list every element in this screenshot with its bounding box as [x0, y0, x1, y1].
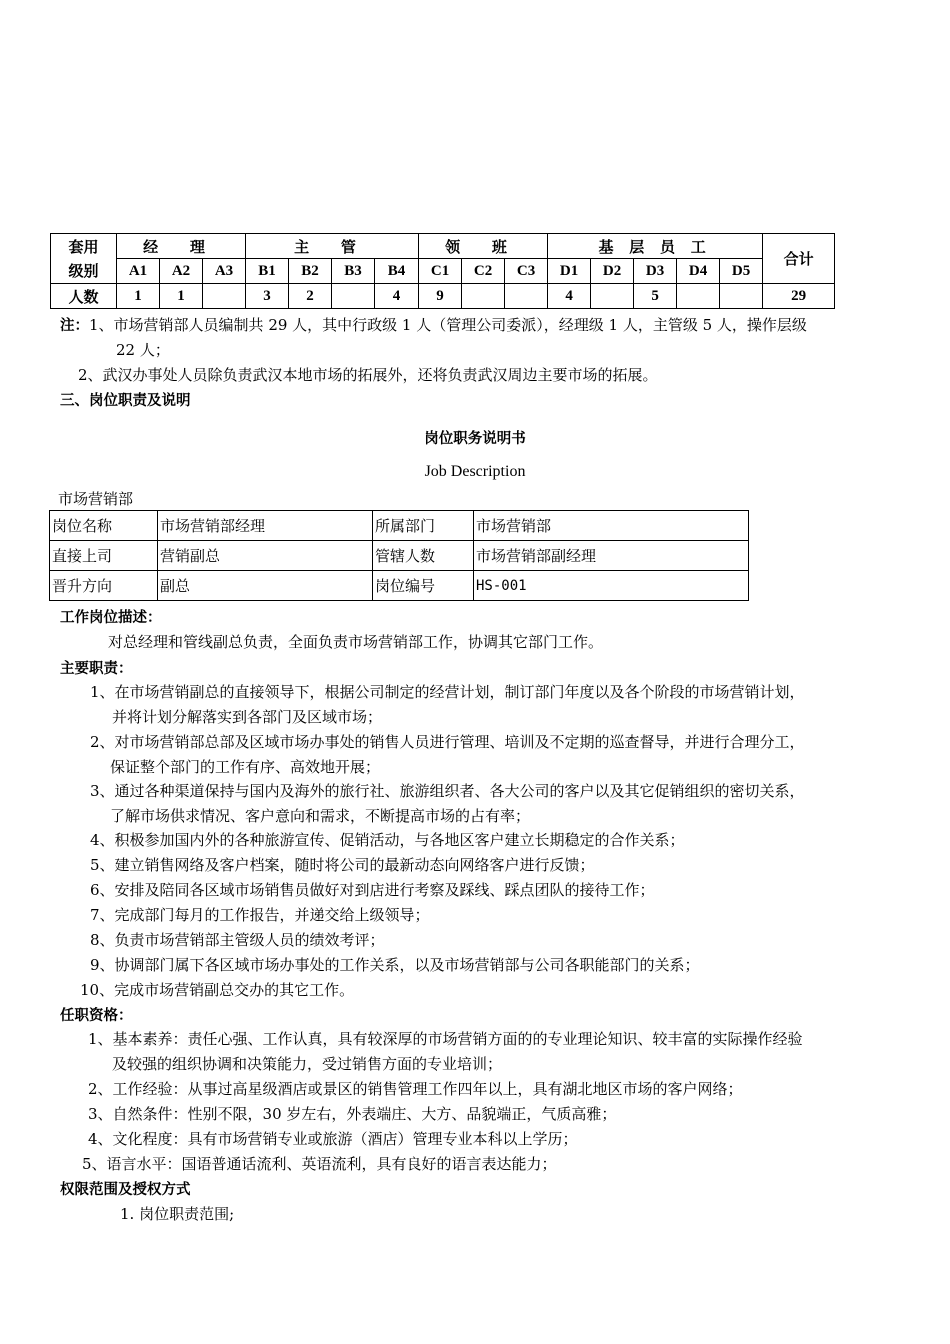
- count-cell: [203, 284, 246, 309]
- level-cell: B1: [246, 259, 289, 284]
- info-value: 市场营销部经理: [158, 511, 373, 541]
- total-cell: 29: [763, 284, 835, 309]
- info-key: 岗位编号: [373, 571, 474, 601]
- group-supervisor: 主 管: [246, 234, 419, 259]
- job-info-table: [49, 510, 749, 601]
- info-key: 所属部门: [373, 511, 474, 541]
- level-cell: C2: [462, 259, 505, 284]
- doc-title: 岗位职务说明书: [424, 431, 526, 447]
- row-label-bottom: 级别: [51, 259, 117, 284]
- duty-2: 2、对市场营销部总部及区域市场办事处的销售人员进行管理、培训及不定期的巡查督导，并进行合理分工，: [90, 733, 805, 751]
- qual-5: 5、语言水平：国语普通话流利、英语流利，具有良好的语言表达能力；: [82, 1155, 557, 1173]
- count-cell: [720, 284, 763, 309]
- count-cell: 4: [548, 284, 591, 309]
- note-1: [60, 314, 807, 335]
- level-cell: C1: [419, 259, 462, 284]
- info-value: 副总: [158, 571, 373, 601]
- qual-3: 3、自然条件：性别不限，30 岁左右，外表端庄、大方、品貌端正，气质高雅；: [88, 1105, 617, 1123]
- duty-7: 7、完成部门每月的工作报告，并递交给上级领导；: [90, 906, 430, 924]
- info-value: 营销副总: [158, 541, 373, 571]
- level-cell: C3: [505, 259, 548, 284]
- level-cell: A1: [117, 259, 160, 284]
- duties-heading: 主要职责：: [60, 661, 133, 677]
- authority-item-1: 1. 岗位职责范围;: [120, 1205, 235, 1223]
- count-cell: 9: [419, 284, 462, 309]
- count-cell: 1: [117, 284, 160, 309]
- duty-4: 4、积极参加国内外的各种旅游宣传、促销活动，与各地区客户建立长期稳定的合作关系；: [90, 831, 685, 849]
- qual-1-cont: 及较强的组织协调和决策能力，受过销售方面的专业培训；: [112, 1055, 503, 1073]
- work-desc-heading: 工作岗位描述：: [60, 610, 162, 626]
- duty-9: 9、协调部门属下各区域市场办事处的工作关系，以及市场营销部与公司各职能部门的关系；: [90, 956, 700, 974]
- group-staff: 基 层 员 工: [548, 234, 763, 259]
- qual-2: 2、工作经验：从事过高星级酒店或景区的销售管理工作四年以上，具有湖北地区市场的客户网络；: [88, 1080, 743, 1098]
- level-cell: D4: [677, 259, 720, 284]
- group-manager: 经 理: [117, 234, 246, 259]
- quals-heading: 任职资格：: [60, 1008, 133, 1024]
- duty-1: 1、在市场营销副总的直接领导下，根据公司制定的经营计划，制订部门年度以及各个阶段的市场营销计划，: [90, 683, 805, 701]
- info-value: 市场营销部: [474, 511, 749, 541]
- duty-6: 6、安排及陪同各区域市场销售员做好对到店进行考察及踩线、踩点团队的接待工作；: [90, 881, 655, 899]
- info-key: 岗位名称: [50, 511, 158, 541]
- level-cell: D5: [720, 259, 763, 284]
- count-label: 人数: [51, 284, 117, 309]
- count-cell: 2: [289, 284, 332, 309]
- total-header: 合计: [763, 234, 835, 284]
- note-label: 注：: [60, 318, 89, 334]
- doc-subtitle: Job Description: [424, 463, 526, 480]
- qual-1: 1、基本素养：责任心强、工作认真，具有较深厚的市场营销方面的的专业理论知识、较丰富的实际操作经验: [88, 1030, 803, 1048]
- duty-3: 3、通过各种渠道保持与国内及海外的旅行社、旅游组织者、各大公司的客户以及其它促销组织的密切关系，: [90, 782, 805, 800]
- level-cell: B2: [289, 259, 332, 284]
- count-cell: 4: [375, 284, 419, 309]
- level-cell: D1: [548, 259, 591, 284]
- qual-4: 4、文化程度：具有市场营销专业或旅游（酒店）管理专业本科以上学历；: [88, 1130, 578, 1148]
- row-label-top: 套用: [51, 234, 117, 259]
- duty-10: 10、完成市场营销副总交办的其它工作。: [80, 981, 355, 999]
- level-cell: D3: [634, 259, 677, 284]
- count-cell: [462, 284, 505, 309]
- note-2: 2、武汉办事处人员除负责武汉本地市场的拓展外，还将负责武汉周边主要市场的拓展。: [78, 366, 658, 384]
- grade-table: [50, 233, 835, 309]
- count-cell: [591, 284, 634, 309]
- duty-3-cont: 了解市场供求情况、客户意向和需求，不断提高市场的占有率；: [110, 807, 531, 825]
- count-cell: 5: [634, 284, 677, 309]
- work-desc-text: 对总经理和管线副总负责，全面负责市场营销部工作，协调其它部门工作。: [108, 633, 604, 651]
- info-value: HS-001: [474, 571, 749, 601]
- level-cell: A2: [160, 259, 203, 284]
- level-cell: D2: [591, 259, 634, 284]
- count-cell: [677, 284, 720, 309]
- note-1-continued: 22 人；: [116, 341, 170, 359]
- level-cell: B4: [375, 259, 419, 284]
- duty-5: 5、建立销售网络及客户档案，随时将公司的最新动态向网络客户进行反馈；: [90, 856, 595, 874]
- group-leader: 领 班: [419, 234, 548, 259]
- department-label: 市场营销部: [58, 490, 134, 508]
- note-1-text: 1、市场营销部人员编制共 29 人，其中行政级 1 人（管理公司委派），经理级 1 人，主管级 5 人，操作层级: [89, 316, 807, 334]
- count-cell: [332, 284, 375, 309]
- info-key: 晋升方向: [50, 571, 158, 601]
- authority-heading: 权限范围及授权方式: [60, 1182, 191, 1198]
- info-key: 管辖人数: [373, 541, 474, 571]
- count-cell: 1: [160, 284, 203, 309]
- section-title: 三、岗位职责及说明: [60, 393, 191, 409]
- count-cell: 3: [246, 284, 289, 309]
- info-value: 市场营销部副经理: [474, 541, 749, 571]
- level-cell: B3: [332, 259, 375, 284]
- count-cell: [505, 284, 548, 309]
- level-cell: A3: [203, 259, 246, 284]
- duty-1-cont: 并将计划分解落实到各部门及区域市场；: [112, 708, 383, 726]
- info-key: 直接上司: [50, 541, 158, 571]
- duty-2-cont: 保证整个部门的工作有序、高效地开展；: [110, 758, 381, 776]
- duty-8: 8、负责市场营销部主管级人员的绩效考评；: [90, 931, 385, 949]
